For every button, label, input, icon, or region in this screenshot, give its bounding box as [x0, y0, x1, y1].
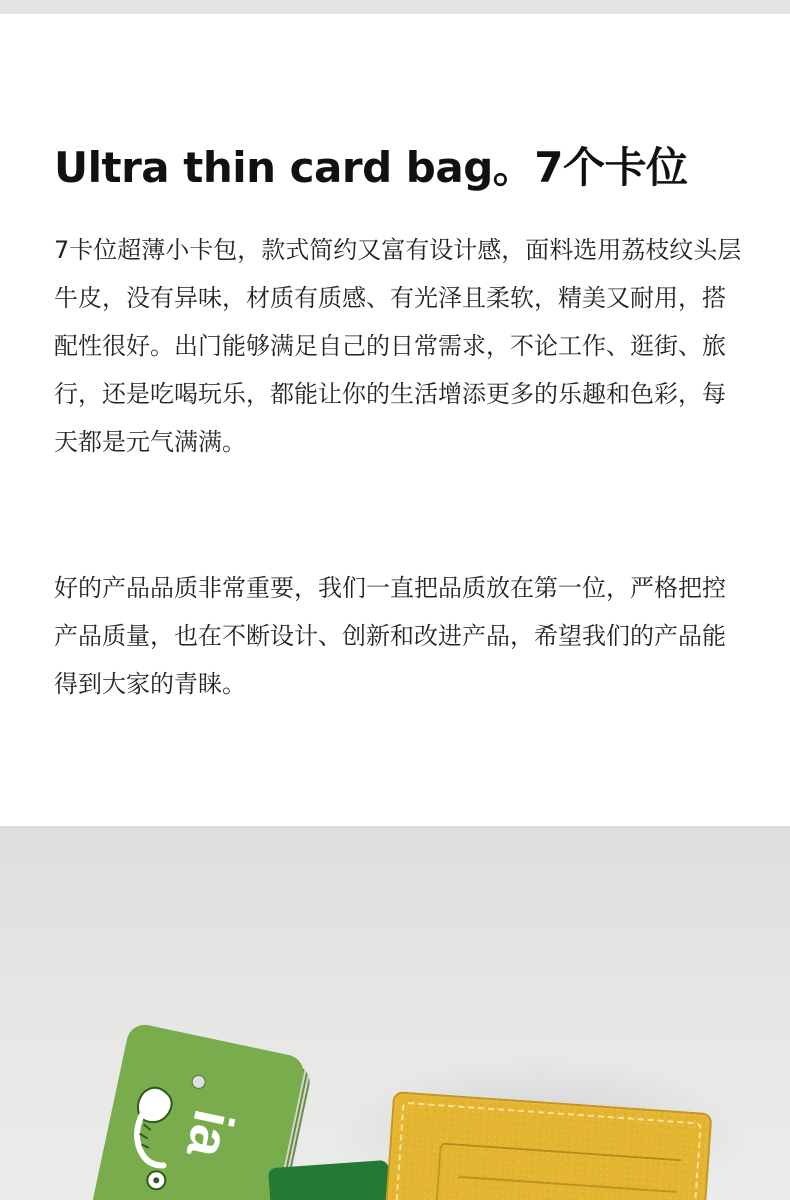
description-paragraph-2: 好的产品品质非常重要，我们一直把品质放在第一位，严格把控产品质量，也在不断设计、创新和改进产品，希望我们的产品能得到大家的青睐。: [54, 574, 726, 698]
tag-brand-text: ia: [174, 1104, 247, 1164]
product-headline: Ultra thin card bag。7个卡位: [54, 143, 688, 192]
green-card-holder: [268, 1160, 392, 1200]
top-photo-strip: [0, 0, 790, 14]
product-photo: [0, 826, 790, 1200]
product-description-section: [0, 14, 790, 826]
description-paragraph-1: 7卡位超薄小卡包，款式简约又富有设计感，面料选用荔枝纹头层牛皮，没有异味，材质有质感、有光泽且柔软，精美又耐用，搭配性很好。出门能够满足自己的日常需求，不论工作、逛街、旅行，还是吃喝玩乐，都能让你的生活增添更多的乐趣和色彩，每天都是元气满满。: [54, 236, 742, 456]
